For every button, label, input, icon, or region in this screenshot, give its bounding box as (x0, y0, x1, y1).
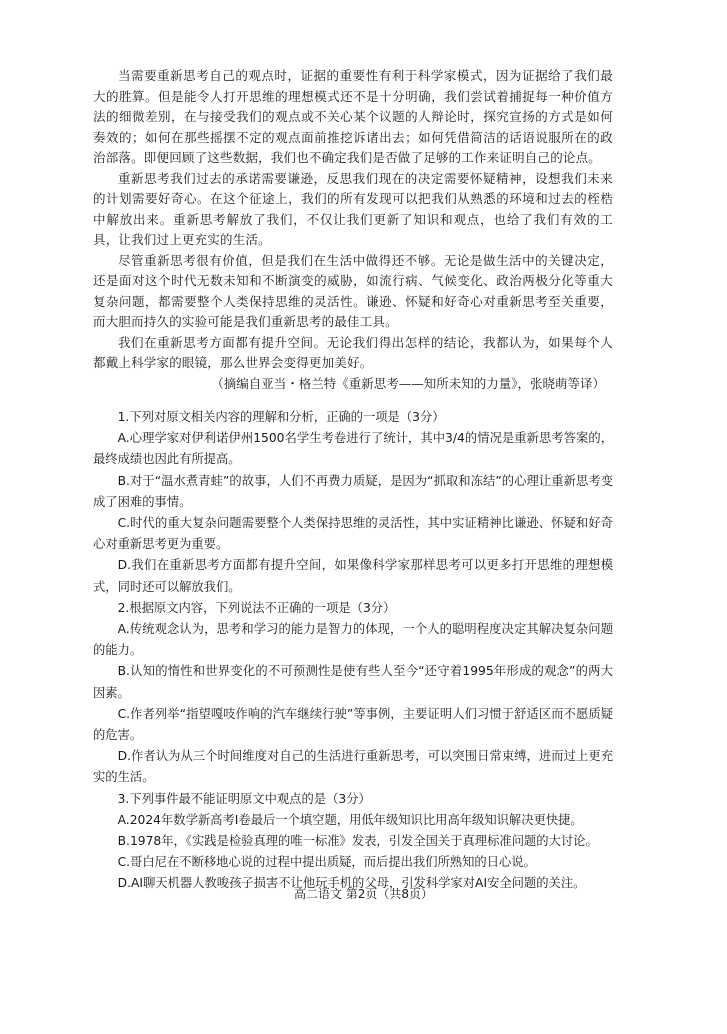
passage-paragraph-3: 尽管重新思考很有价值，但是我们在生活中做得还不够。无论是做生活中的关键决定，还是面对这个时代无数未知和不断演变的威胁，如流行病、气候变化、政治两极分化等重大复杂问题，都需要整个人类保持思维的灵活性。谦逊、怀疑和好奇心对重新思考至关重要，而大胆而持久的实验可能是我们重新思考的最佳工具。 (93, 252, 613, 329)
question-2 (93, 598, 613, 789)
passage-source: （摘编自亚当・格兰特《重新思考——知所未知的力量》，张晓萌等译） (211, 375, 605, 391)
page-footer: 高二语文 第2页（共8页） (293, 887, 434, 901)
question-stem: 3.下列事件最不能证明原文中观点的是（3分） (117, 791, 371, 806)
option-a: A.2024年数学新高考Ⅰ卷最后一个填空题，用低年级知识比用高年级知识解决更快捷。 (117, 812, 583, 827)
option-d: D.我们在重新思考方面都有提升空间，如果像科学家那样思考可以更多打开思维的理想模式，同时还可以解放我们。 (93, 558, 613, 594)
question-1 (93, 407, 613, 598)
option-c: C.作者列举“指望嘎吱作响的汽车继续行驶”等事例，主要证明人们习惯于舒适区而不愿质疑的危害。 (93, 706, 613, 743)
question-stem: 1.下列对原文相关内容的理解和分析，正确的一项是（3分） (117, 410, 445, 424)
option-c: C.哥白尼在不断移地心说的过程中提出质疑，而后提出我们所熟知的日心说。 (117, 855, 536, 870)
passage-paragraph-2: 重新思考我们过去的承诺需要谦逊，反思我们现在的决定需要怀疑精神，设想我们未来的计划需要好奇心。在这个征途上，我们的所有发现可以把我们从熟悉的环境和过去的桎梏中解放出来。重新思考解放了我们，不仅让我们更新了知识和观点，也给了我们有效的工具，让我们过上更充实的生活。 (93, 170, 613, 247)
reading-passage (93, 66, 613, 394)
passage-paragraph-1: 当需要重新思考自己的观点时，证据的重要性有利于科学家模式，因为证据给了我们最大的胜算。但是能令人打开思维的理想模式还不是十分明确，我们尝试着捕捉每一种价值方法的细微差别，在与接受我们的观点或不关心某个议题的人辩论时，探究宣扬的方式是如何奏效的；如何在那些摇摆不定的观点面前推挖诉诸出去；如何凭借简洁的话语说服所在的政治部落。即便回顾了这些数据，我们也不确定我们是否做了足够的工作来证明自己的论点。 (93, 68, 613, 165)
option-a: A.心理学家对伊利诺伊州1500名学生考卷进行了统计，其中3/4的情况是重新思考答案的，最终成绩也因此有所提高。 (93, 431, 613, 467)
question-stem: 2.根据原文内容，下列说法不正确的一项是（3分） (117, 600, 396, 615)
passage-paragraph-4: 我们在重新思考方面都有提升空间。无论我们得出怎样的结论，我都认为，如果每个人都戴上科学家的眼镜，那么世界会变得更加美好。 (93, 334, 613, 370)
option-b: B.对于“温水煮青蛙”的故事，人们不再费力质疑，是因为“抓取和冻结”的心理让重新思考变成了困难的事情。 (93, 473, 613, 509)
question-3 (93, 789, 613, 895)
option-d: D.AI聊天机器人教唆孩子损害不让他玩手机的父母，引发科学家对AI安全问题的关注。 (117, 876, 586, 891)
page-content (93, 66, 613, 895)
option-d: D.作者认为从三个时间维度对自己的生活进行重新思考，可以突围日常束缚，进而过上更充实的生活。 (93, 749, 613, 785)
option-c: C.时代的重大复杂问题需要整个人类保持思维的灵活性，其中实证精神比谦逊、怀疑和好奇心对重新思考更为重要。 (93, 516, 613, 552)
option-b: B.认知的惰性和世界变化的不可预测性是使有些人至今“还守着1995年形成的观念”的两大因素。 (93, 664, 613, 700)
question-list (93, 407, 613, 895)
option-a: A.传统观念认为，思考和学习的能力是智力的体现，一个人的聪明程度决定其解决复杂问题的能力。 (93, 622, 613, 658)
option-b: B.1978年，《实践是检验真理的唯一标准》发表，引发全国关于真理标准问题的大讨论。 (117, 834, 598, 849)
